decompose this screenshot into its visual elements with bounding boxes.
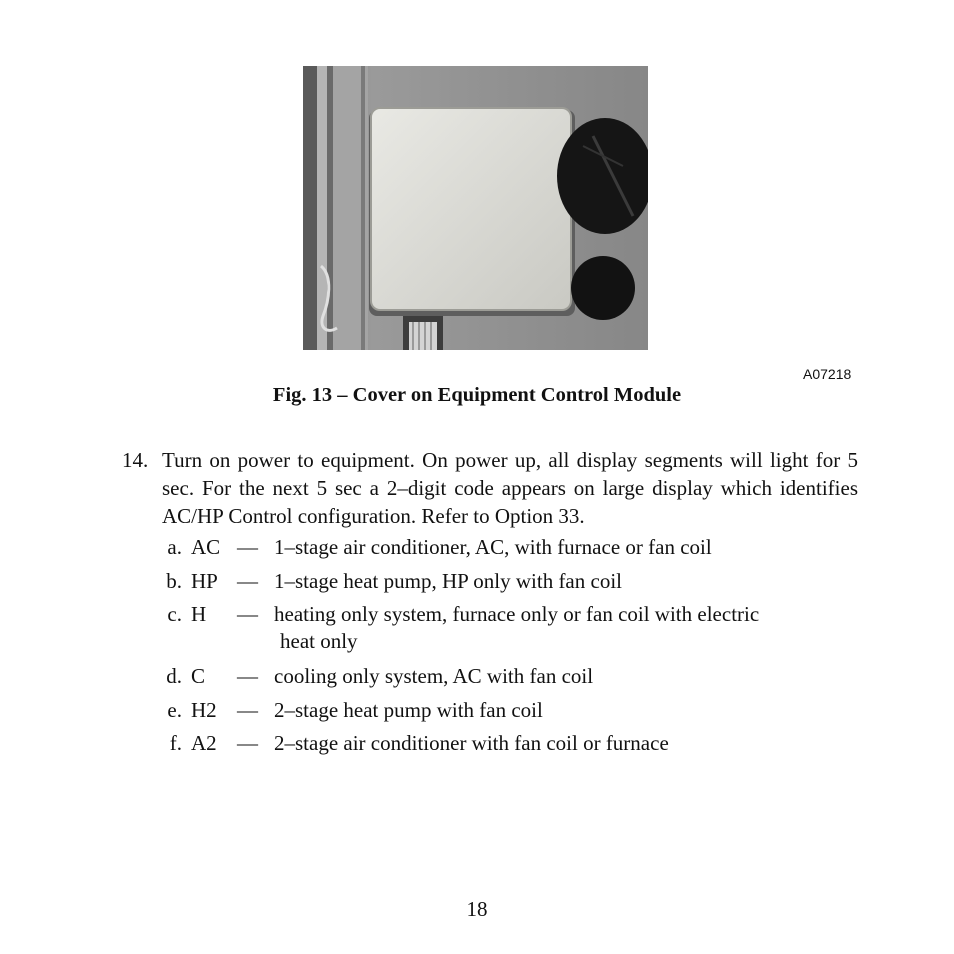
step-text: Turn on power to equipment. On power up, all display segments will light for 5 sec. For the next 5 sec a 2–digit code appears on large display which identifies AC/HP Control configuration. Refer to Option 33. (162, 448, 858, 528)
option-code: A2 (191, 731, 217, 755)
option-description (274, 601, 834, 655)
option-code: AC (191, 535, 221, 559)
option-dash: — (237, 535, 258, 559)
step-14 (122, 446, 858, 530)
option-letter: e. (167, 697, 182, 722)
option-description: 1–stage heat pump, HP only with fan coil (274, 568, 622, 593)
option-letter: d. (166, 664, 182, 688)
option-dash: — (237, 602, 258, 626)
option-dash: — (237, 697, 258, 722)
option-description: 2–stage air conditioner with fan coil or furnace (274, 731, 669, 755)
option-description: 2–stage heat pump with fan coil (274, 697, 543, 722)
option-letter: b. (166, 568, 182, 593)
option-item (0, 534, 954, 568)
page-number: 18 (466, 897, 488, 921)
option-letter: c. (167, 602, 182, 626)
option-code: C (191, 664, 206, 688)
option-item (0, 601, 954, 663)
option-description-continuation: heat only (280, 629, 358, 653)
option-description: cooling only system, AC with fan coil (274, 664, 594, 688)
option-code: HP (191, 568, 218, 593)
option-code: H2 (191, 697, 217, 722)
option-code: H (191, 602, 207, 626)
equipment-control-module-photo (303, 66, 648, 350)
figure-caption: Fig. 13 – Cover on Equipment Control Module (272, 384, 682, 406)
option-dash: — (237, 664, 258, 688)
step-number: 14. (122, 448, 149, 472)
option-item (0, 730, 954, 764)
option-item (0, 568, 954, 602)
option-item (0, 697, 954, 731)
option-description-line: heating only system, furnace only or fan coil with electric (274, 602, 760, 626)
option-dash: — (237, 568, 258, 593)
figure-code: A07218 (803, 366, 852, 382)
option-description: 1–stage air conditioner, AC, with furnace or fan coil (274, 535, 712, 559)
option-letter: a. (167, 535, 182, 559)
option-item (0, 663, 954, 697)
option-dash: — (237, 731, 258, 755)
configuration-options-list (0, 534, 954, 764)
option-letter: f. (169, 731, 182, 755)
